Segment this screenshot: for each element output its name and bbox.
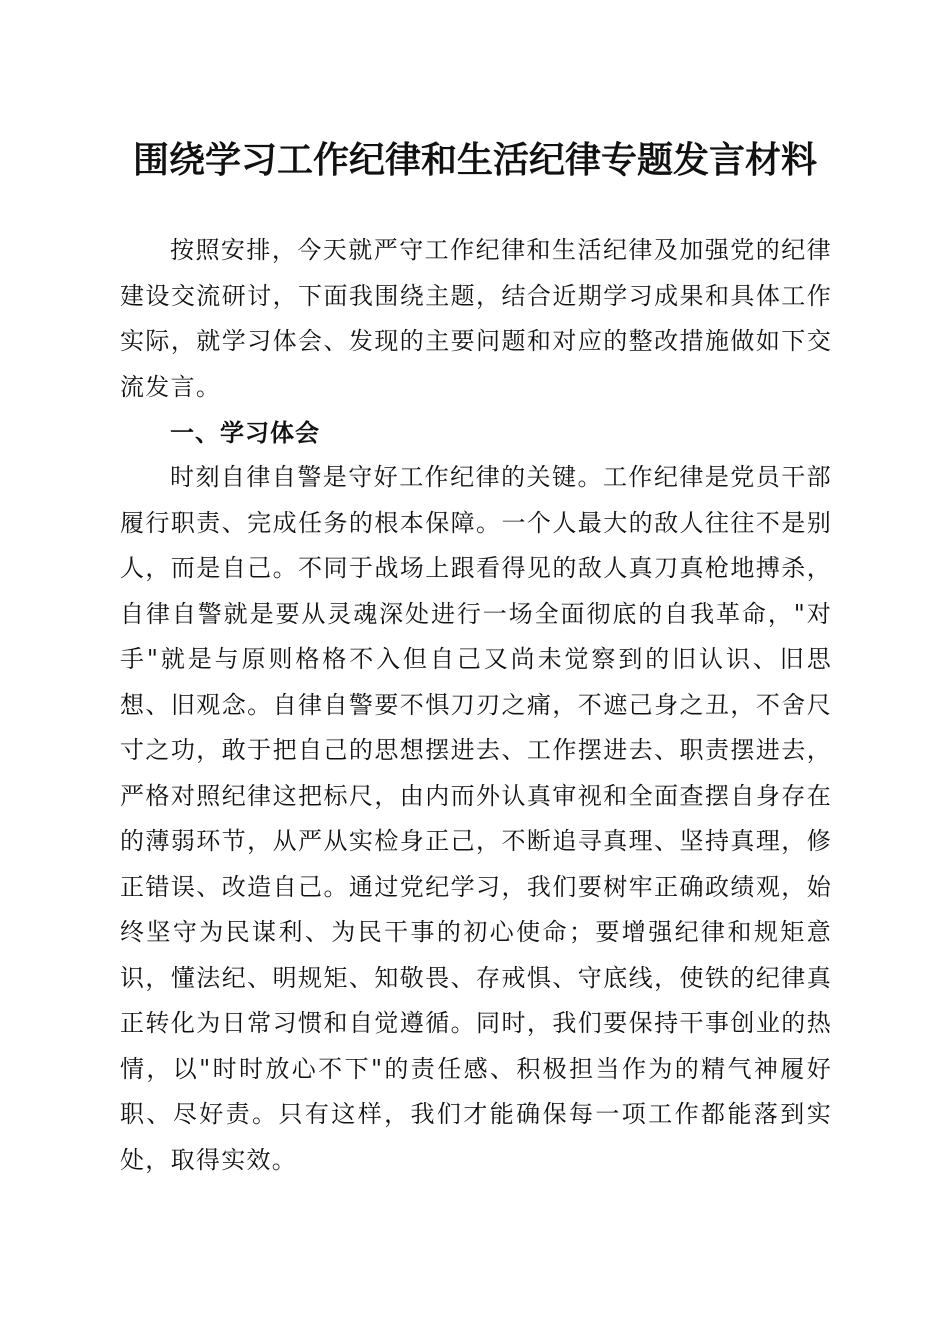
document-title: 围绕学习工作纪律和生活纪律专题发言材料 (132, 139, 817, 181)
intro-paragraph: 按照安排，今天就严守工作纪律和生活纪律及加强党的纪律建设交流研讨，下面我围绕主题，结合近期学习成果和具体工作实际，就学习体会、发现的主要问题和对应的整改措施做如下交流发言。 (120, 236, 832, 401)
section-paragraph-study-experience: 时刻自律自警是守好工作纪律的关键。工作纪律是党员干部履行职责、完成任务的根本保障。一个人最大的敌人往往不是别人，而是自己。不同于战场上跟看得见的敌人真刀真枪地搏杀，自律自警就是要从灵魂深处进行一场全面彻底的自我革命，"对手"就是与原则格格不入但自己又尚未觉察到的旧认识、旧思想、旧观念。自律自警要不惧刀刃之痛，不遮己身之丑，不舍尺寸之功，敢于把自己的思想摆进去、工作摆进去、职责摆进去，严格对照纪律这把标尺，由内而外认真审视和全面查摆自身存在的薄弱环节，从严从实检身正己，不断追寻真理、坚持真理，修正错误、改造自己。通过党纪学习，我们要树牢正确政绩观，始终坚守为民谋利、为民干事的初心使命；要增强纪律和规矩意识，懂法纪、明规矩、知敬畏、存戒惧、守底线，使铁的纪律真正转化为日常习惯和自觉遵循。同时，我们要保持干事创业的热情，以"时时放心不下"的责任感、积极担当作为的精气神履好职、尽好责。只有这样，我们才能确保每一项工作都能落到实处，取得实效。 (120, 463, 832, 1174)
section-heading-study-experience: 一、学习体会 (170, 418, 320, 447)
